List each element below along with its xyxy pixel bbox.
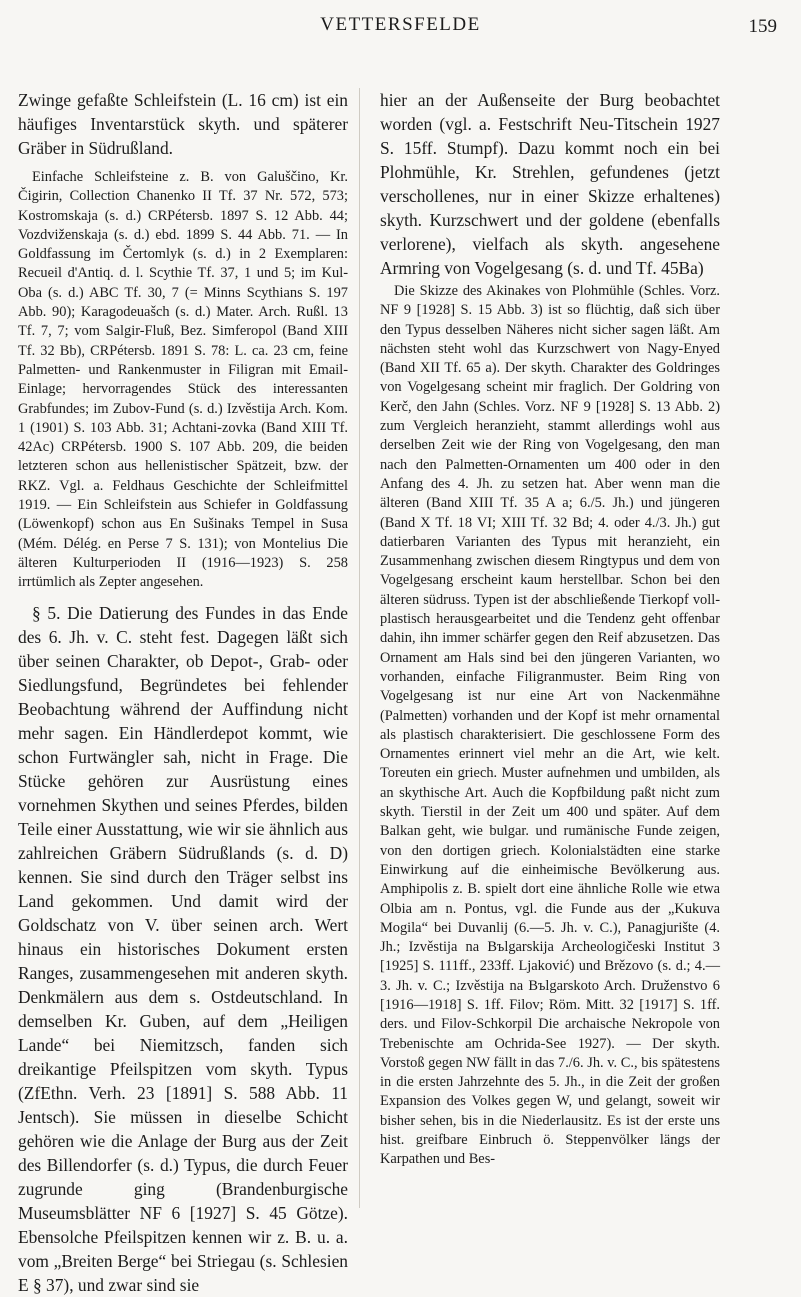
left-paragraph-2: § 5. Die Datierung des Fundes in das Ende des 6. Jh. v. C. steht fest. Dagegen läßt sich über seinen Charakter, ob Depot-, Grab- oder Siedlungsfund, Begründetes bei fehlender Beobachtung während der Auffindung nicht mehr sagen. Ein Händlerdepot kommt, wie schon Furtwängler sah, nicht in Frage. Die Stücke gehören zur Ausrüstung eines vornehmen Skythen und seines Pferdes, bilden Teile einer Ausstattung, wie wir sie ähnlich aus zahlreichen Gräbern Südrußlands (s. d. D) kennen. Sie sind durch den Träger selbst ins Land gekommen. Und damit wird der Goldschatz von V. über seinen arch. Wert hinaus ein historisches Dokument ersten Ranges, zusammengesehen mit anderen skyth. Denkmälern aus dem s. Ostdeutschland. In demselben Kr. Guben, auf dem „Heiligen Lande“ bei Niemitzsch, fanden sich dreikantige Pfeilspitzen vom skyth. Typus (ZfEthn. Verh. 23 [1891] S. 588 Abb. 11 Jentsch). Sie müssen in dieselbe Schicht gehören wie die Anlage der Burg aus der Zeit des Billendorfer (s. d.) Typus, die durch Feuer zugrunde ging (Brandenburgische Museumsblätter NF 6 [1927] S. 45 Götze). Ebensolche Pfeilspitzen kennen wir z. B. u. a. vom „Breiten Berge“ bei Striegau (s. Schlesien E § 37), und zwar sind sie xyxy=(18,602,348,1295)
running-title: VETTERSFELDE xyxy=(320,14,481,35)
right-footnote-1: Die Skizze des Akinakes von Plohmühle (Schles. Vorz. NF 9 [1928] S. 15 Abb. 3) ist so flüchtig, daß sich über den Typus desselben Näheres nicht sicher sagen läßt. Am nächsten steht wohl das Kurzschwert von Nagy-Enyed (Band XII Tf. 65 a). Der skyth. Charakter des Goldringes von Vogelgesang scheint mir fraglich. Der Goldring von Kerč, den Jahn (Schles. Vorz. NF 9 [1928] S. 13 Abb. 2) zum Vergleich heranzieht, stammt allerdings wohl aus derselben Zeit wie der Ring von Vogelgesang, den man nach den Palmetten-Ornamenten um 400 oder in den Anfang des 4. Jh. zu setzen hat. Aber wenn man die älteren (Band XIII Tf. 35 A a; 6./5. Jh.) und jüngeren (Band X Tf. 18 VI; XIII Tf. 32 Bd; 4. oder 4./3. Jh.) gut datierbaren Varianten des Typus mit heranzieht, ein Zusammenhang zwischen diesem Ringtypus und dem von Vogelgesang erscheint kaum herstellbar. Schon bei den älteren südruss. Typen ist der abschließende Tierkopf voll-plastisch herausgearbeitet und die Tendenz geht offenbar dahin, ihn immer schärfer gegen den Reif abzusetzen. Das Ornament am Hals sind bei den jüngeren Varianten, wo vorhanden, einfache Filigranmuster. Beim Ring von Vogelgesang ist nur eine Art von Nackenmähne (Palmetten) vorhanden und der Kopf ist mehr ornamental als plastisch charakterisiert. Die geschlossene Form des Ornamentes erinnert viel mehr an die Art, wie kelt. Toreuten ein griech. Muster aufnehmen und umbilden, als an skythische Art. Auch die Kopfbildung paßt nicht zum skyth. Tierstil in der Zeit um 400 und später. Auf dem Balkan geht, wie bulgar. und rumänische Funde zeigen, von den dortigen griech. Kolonialstädten eine starke Einwirkung auf die einheimische Bevölkerung aus. Amphipolis z. B. spielt dort eine ähnliche Rolle wie etwa Olbia am n. Pontus, vgl. die Funde aus der „Kukuva Mogila“ bei Duvanlij (6.—5. Jh. v. C.), Panagjurište (4. Jh.; Izvěstija na Bъlgarskija Archeologičeski Institut 3 [1925] S. 111ff., 233ff. Ljaković) und Brězovo (s. d.; 4.—3. Jh. v. C.; Izvěstija na Bъlgarskoto Arch. Druženstvo 6 [1916—1918] S. 1ff. Filov; Röm. Mitt. 32 [1917] S. 1ff. ders. und Filov-Schkorpil Die archaische Nekropole von Trebenischte am Ochrida-See 1927). — Der skyth. Vorstoß gegen NW fällt in das 7./6. Jh. v. C., bis spätestens in die ersten Jahrzehnte des 5. Jh., in die Zeit der großen Expansion des Volkes gegen W, und gelangt, soweit wir bisher sehen, bis in die Niederlausitz. Es ist der erste uns hist. greifbare Einbruch ö. Steppenvölker längs der Karpathen und Bes- xyxy=(380,283,720,1168)
right-paragraph-1: hier an der Außenseite der Burg beobachtet worden (vgl. a. Festschrift Neu-Titschein 1927 S. 15ff. Stumpf). Dazu kommt noch ein bei Plohmühle, Kr. Strehlen, gefundenes (jetzt verschollenes, nur in einer Skizze erhaltenes) skyth. Kurzschwert und der goldene (ebenfalls verlorene), vielfach als skyth. angesehene Armring von Vogelgesang (s. d. und Tf. 45Ba) xyxy=(380,90,720,278)
running-header xyxy=(0,14,801,54)
page-number: 159 xyxy=(748,16,777,37)
right-column xyxy=(380,88,720,1174)
left-footnote-1: Einfache Schleifsteine z. B. von Galuščino, Kr. Čigirin, Collection Chanenko II Tf. 37 Nr. 572, 573; Kostromskaja (s. d.) CRPétersb. 1897 S. 12 Abb. 44; Vozdviženskaja (s. d.) ebd. 1899 S. 44 Abb. 71. — In Goldfassung im Čertomlyk (s. d.) in 2 Exemplaren: Recueil d'Antiq. d. l. Scythie Tf. 37, 1 und 5; im Kul-Oba (s. d.) ABC Tf. 30, 7 (= Minns Scythians S. 197 Abb. 90); Karagodeuašch (s. d.) Mater. Arch. Rußl. 13 Tf. 7, 7; vom Salgir-Fluß, Bez. Simferopol (Band XIII Tf. 32 Bb), CRPétersb. 1891 S. 78: L. ca. 23 cm, feine Palmetten- und Rankenmuster in Filigran mit Email-Einlage; hervorragendes Stück des interessanten Grabfundes; im Zubov-Fund (s. d.) Izvěstija Arch. Kom. 1 (1901) S. 103 Abb. 31; Achtani-zovka (Band XIII Tf. 42Ac) CRPétersb. 1900 S. 107 Abb. 209, die beiden letzteren schon aus hellenistischer Spätzeit, bzw. der RKZ. Vgl. a. Feldhaus Geschichte der Schleifmittel 1919. — Ein Schleifstein aus Schiefer in Goldfassung (Löwenkopf) schon aus En Sušinaks Tempel in Susa (Mém. Délég. en Perse 7 S. 131); von Montelius Die älteren Kulturperioden II (1916—1923) S. 258 irrtümlich als Zepter angesehen. xyxy=(18,169,348,591)
column-divider xyxy=(359,88,360,1208)
left-column xyxy=(18,88,348,1297)
left-paragraph-1: Zwinge gefaßte Schleifstein (L. 16 cm) ist ein häufiges Inventarstück skyth. und späterer Gräber in Südrußland. xyxy=(18,90,348,158)
